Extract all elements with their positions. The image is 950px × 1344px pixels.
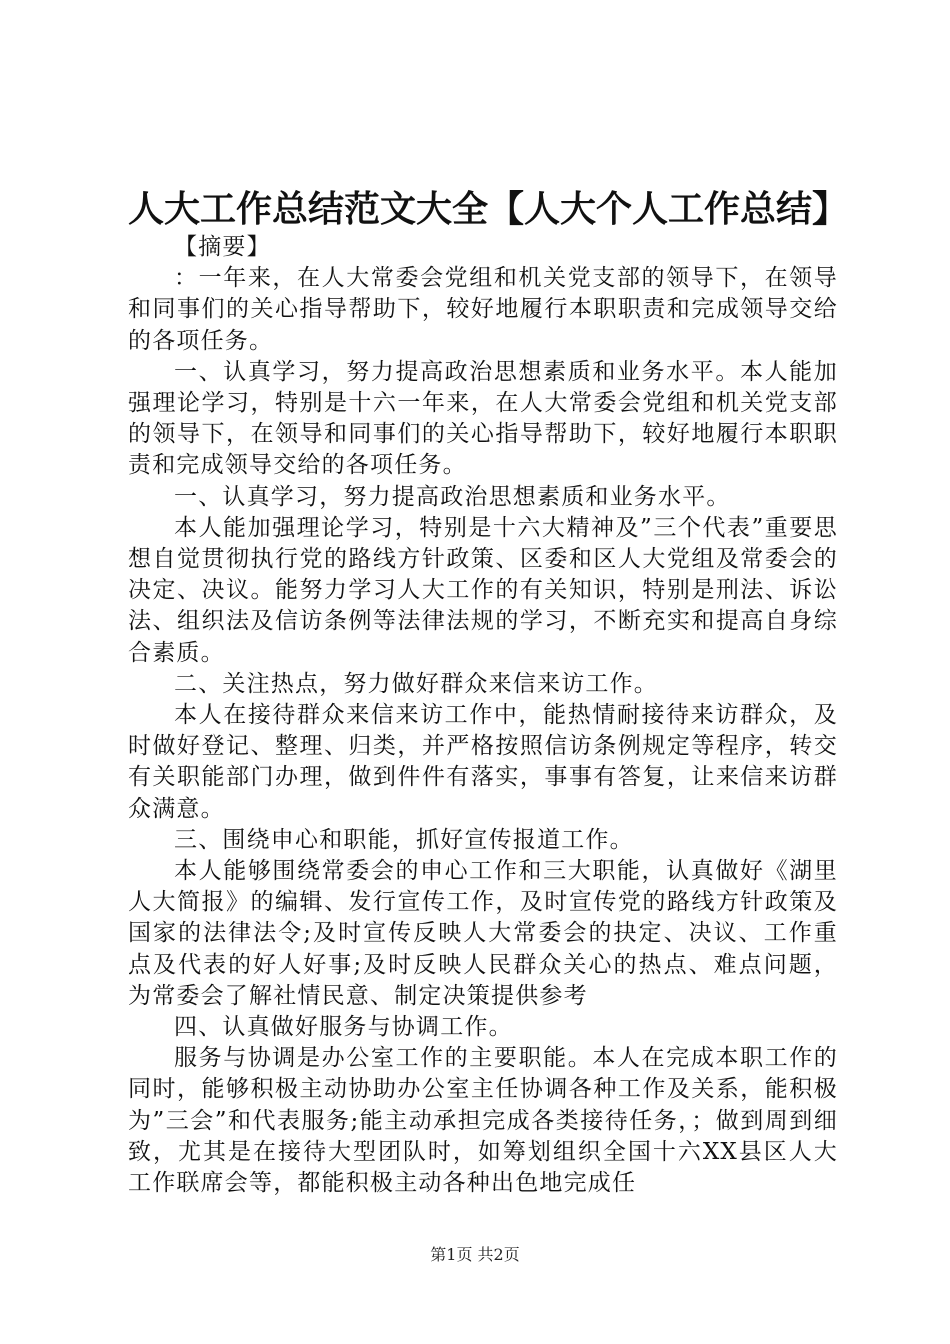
section-heading-2: 二、关注热点，努力做好群众来信来访工作。 bbox=[174, 670, 658, 697]
document-body bbox=[128, 232, 838, 1199]
abstract-label: 【摘要】 bbox=[174, 234, 271, 260]
section-heading-4: 四、认真做好服务与协调工作。 bbox=[174, 1014, 513, 1041]
paragraph-4: 本人能够围绕常委会的申心工作和三大职能，认真做好《湖里人大简报》的编辑、发行宣传工作，及时宣传党的路线方针政策及国家的法律法令;及时宣传反映人大常委会的抉定、决议、工作重点及代表的好人好事;及时反映人民群众关心的热点、难点问题，为常委会了解社情民意、制定决策提供参考 bbox=[128, 858, 838, 1009]
section-heading-1: 一、认真学习，努力提高政治思想素质和业务水平。 bbox=[174, 483, 731, 510]
paragraph-intro: ：一年来，在人大常委会党组和机关党支部的领导下，在领导和同事们的关心指导帮助下，较好地履行本职职责和完成领导交给的各项任务。 bbox=[128, 265, 838, 354]
paragraph-1: 一、认真学习，努力提高政治思想素质和业务水平。本人能加强理论学习，特别是十六一年来，在人大常委会党组和机关党支部的领导下，在领导和同事们的关心指导帮助下，较好地履行本职职责和完成领导交给的各项任务。 bbox=[128, 358, 838, 479]
paragraph-3: 本人在接待群众来信来访工作中，能热情耐接待来访群众，及时做好登记、整理、归类，并严格按照信访条例规定等程序，转交有关职能部门办理，做到件件有落实，事事有答复，让来信来访群众满意。 bbox=[128, 702, 838, 822]
document-title: 人大工作总结范文大全【人大个人工作总结】 bbox=[128, 188, 849, 230]
paragraph-5: 服务与协调是办公室工作的主要职能。本人在完成本职工作的同时，能够积极主动协助办公室主任协调各种工作及关系，能积极为”三会”和代表服务;能主动承担完成各类接待任务，；做到周到细致，尤其是在接待大型团队时，如筹划组织全国十六XX县区人大工作联席会等，都能积极主动各种出色地完成任 bbox=[128, 1045, 838, 1197]
section-heading-3: 三、围绕申心和职能，抓好宣传报道工作。 bbox=[174, 826, 634, 853]
page-footer: 第1页 共2页 bbox=[430, 1245, 520, 1264]
paragraph-2: 本人能加强理论学习，特别是十六大精神及”三个代表”重要思想自觉贯彻执行党的路线方针政策、区委和区人大党组及常委会的决定、决议。能努力学习人大工作的有关知识，特别是刑法、诉讼法、组织法及信访条例等法律法规的学习，不断充实和提高自身综合素质。 bbox=[128, 514, 838, 666]
